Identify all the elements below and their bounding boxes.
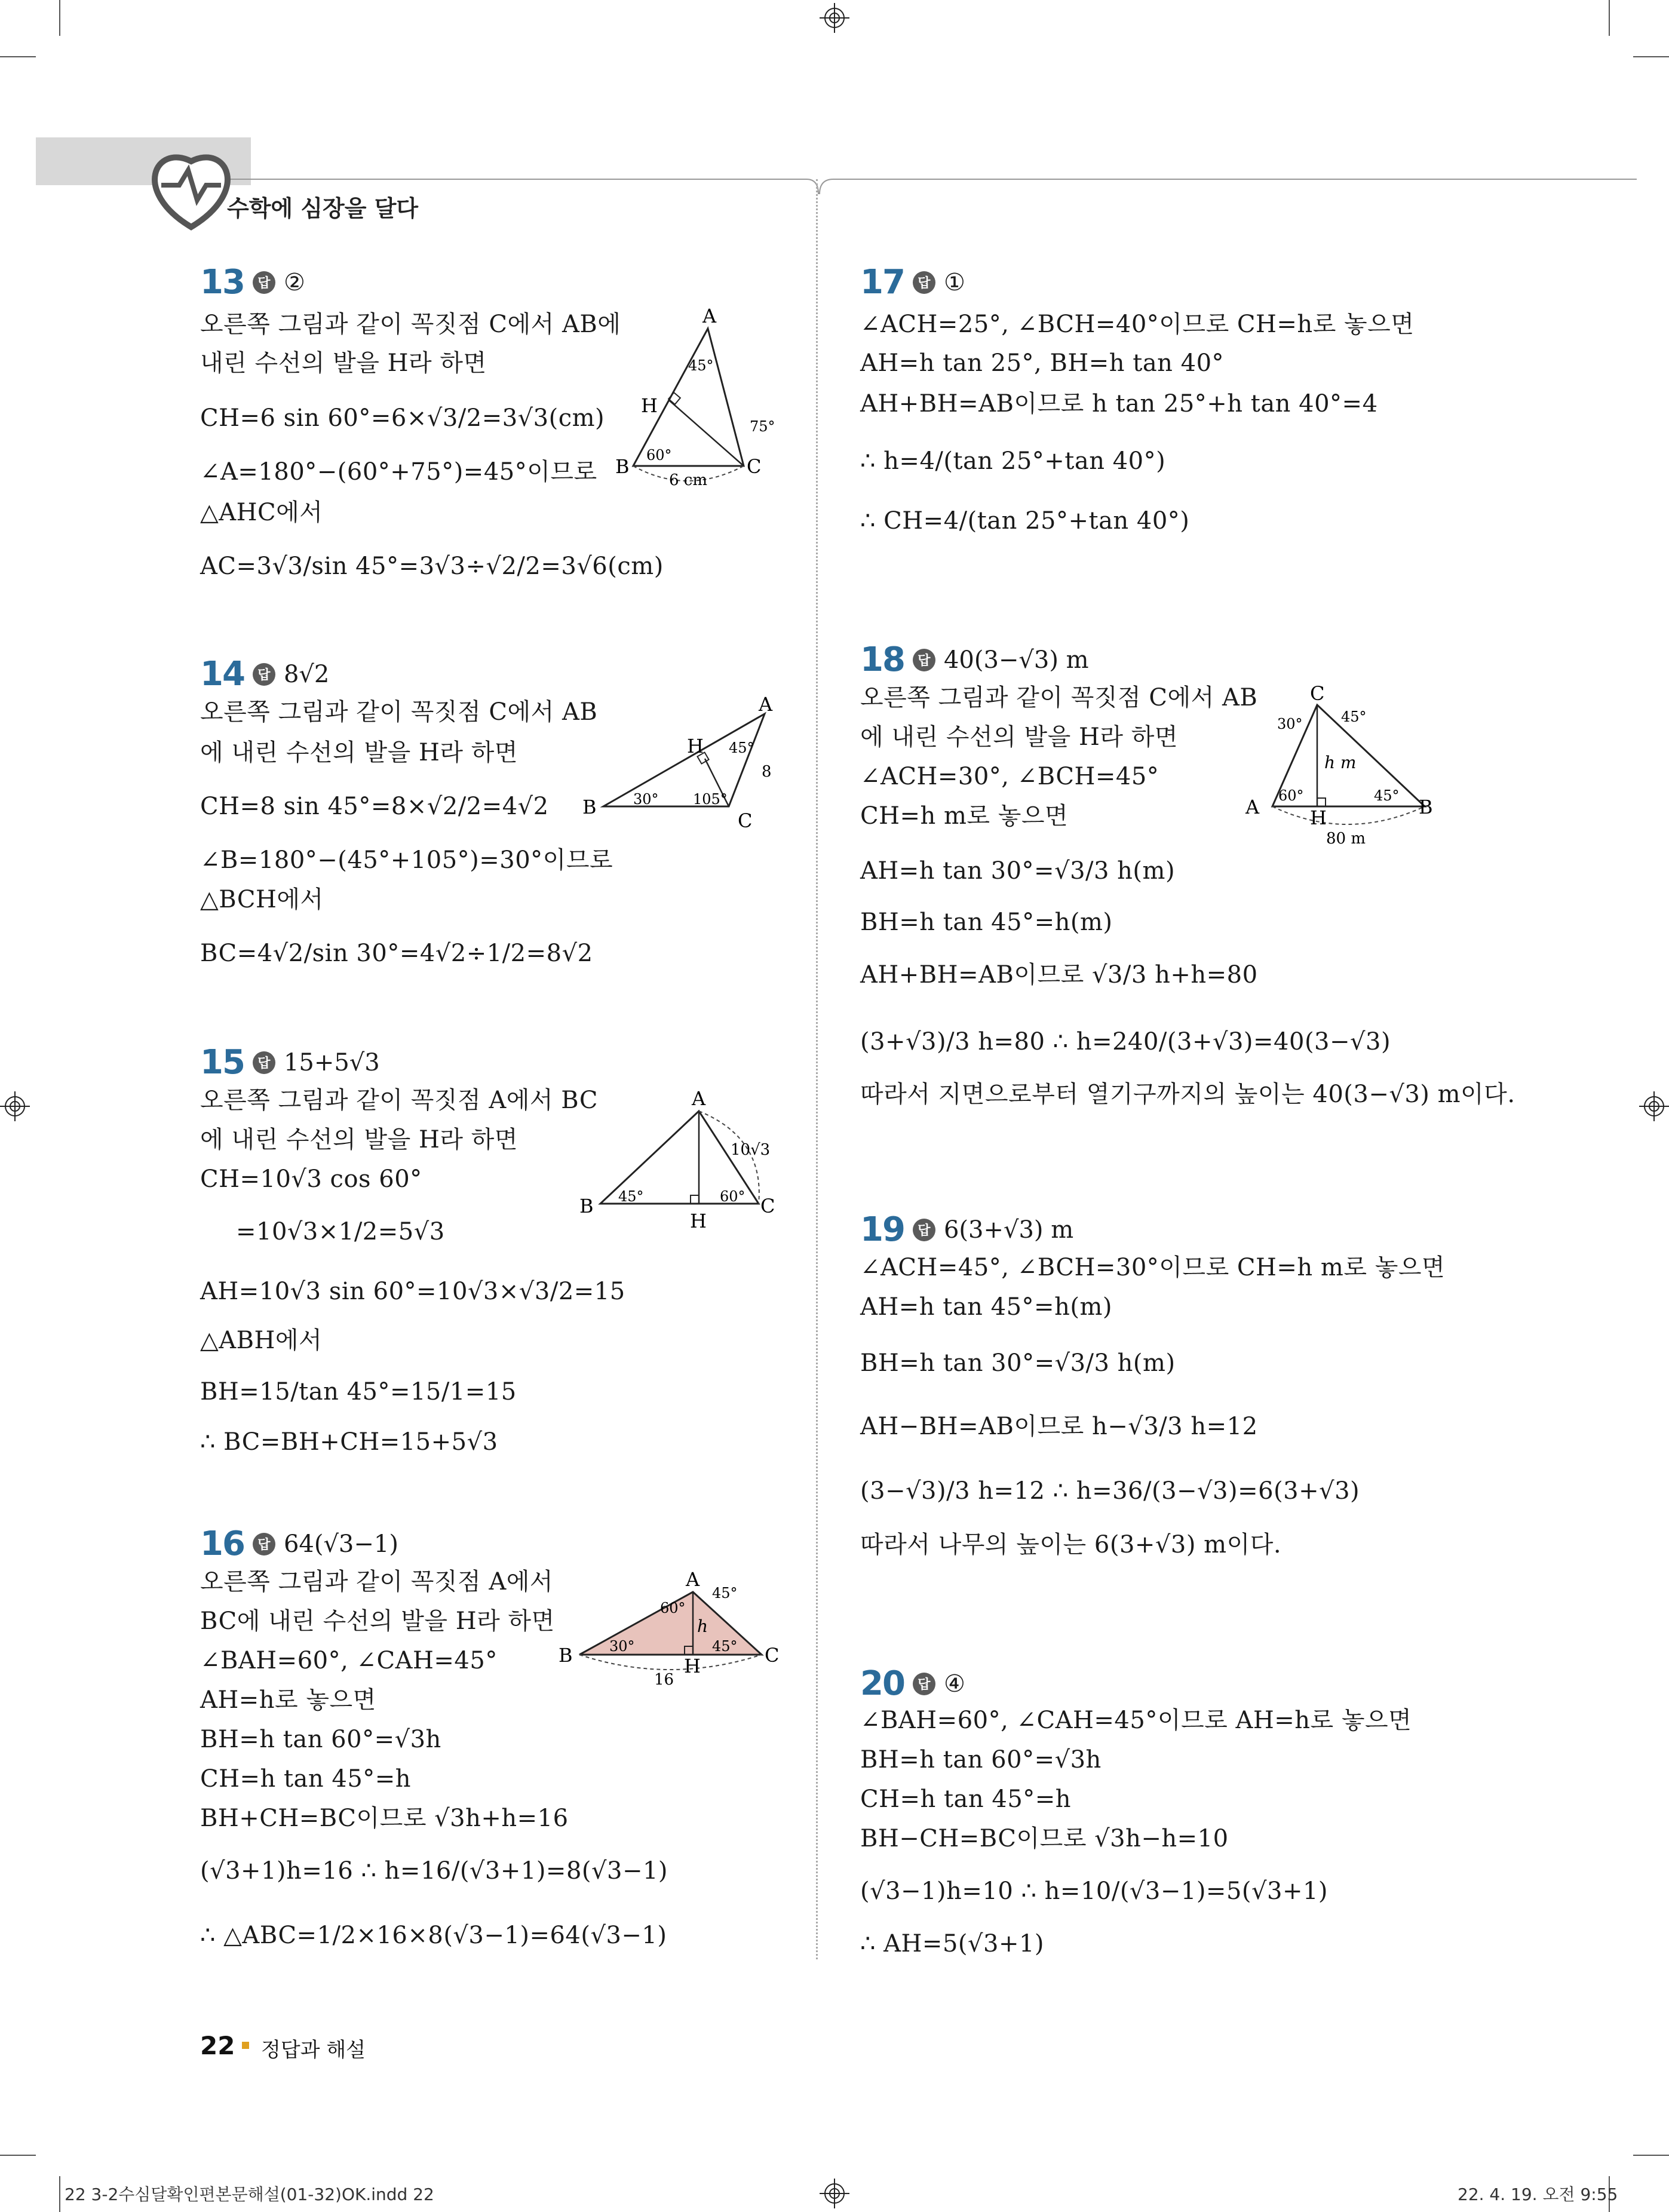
q13-angle-a: 45° — [688, 357, 714, 374]
q15-label-h: H — [690, 1210, 707, 1232]
q14-figure — [579, 693, 783, 836]
q13-label-a: A — [702, 305, 717, 327]
q13-label-b: B — [615, 455, 630, 478]
q15-answer: 15+5√3 — [283, 1048, 380, 1076]
q17-number: 17 — [860, 263, 904, 302]
slug-date: 22. 4. 19. 오전 9:55 — [1458, 2185, 1618, 2204]
column-divider — [816, 179, 818, 1959]
q16-line: (√3+1)h=16 ∴ h=16/(√3+1)=8(√3−1) — [200, 1857, 668, 1885]
q18-line: 에 내린 수선의 발을 H라 하면 — [860, 723, 1178, 751]
q15-figure — [579, 1084, 783, 1240]
q17-header — [860, 263, 965, 302]
q20-line: BH−CH=BC이므로 √3h−h=10 — [860, 1825, 1229, 1852]
q17-line: AH=h tan 25°, BH=h tan 40° — [860, 349, 1225, 377]
q15-label-a: A — [692, 1087, 706, 1110]
q20-number: 20 — [860, 1664, 904, 1703]
q18-line: (3+√3)/3 h=80 ∴ h=240/(3+√3)=40(3−√3) — [860, 1028, 1391, 1056]
q14-number: 14 — [200, 655, 244, 694]
q20-answer-mark: 답 — [913, 1673, 935, 1695]
q13-number: 13 — [200, 263, 244, 302]
q15-line: CH=10√3 cos 60° — [200, 1165, 422, 1193]
q17-line: ∴ CH=4/(tan 25°+tan 40°) — [860, 507, 1190, 535]
q15-line: BH=15/tan 45°=15/1=15 — [200, 1378, 517, 1406]
q16-header — [200, 1524, 398, 1563]
q18-line: 오른쪽 그림과 같이 꼭짓점 C에서 AB — [860, 684, 1258, 711]
q14-label-b: B — [582, 796, 597, 818]
q17-line: AH+BH=AB이므로 h tan 25°+h tan 40°=4 — [860, 390, 1378, 418]
q20-line: BH=h tan 60°=√3h — [860, 1746, 1102, 1774]
q15-label-c: C — [760, 1195, 775, 1217]
q13-line: 오른쪽 그림과 같이 꼭짓점 C에서 AB에 — [200, 311, 621, 338]
q18-answer: 40(3−√3) m — [943, 646, 1089, 674]
q17-answer: ① — [943, 268, 965, 296]
q13-line: AC=3√3/sin 45°=3√3÷√2/2=3√6(cm) — [200, 553, 664, 580]
q18-label-b: B — [1419, 796, 1433, 818]
q15-side-length: 10√3 — [731, 1141, 771, 1159]
q20-line: ∠BAH=60°, ∠CAH=45°이므로 AH=h로 놓으면 — [860, 1707, 1412, 1734]
q18-angle-c1: 30° — [1277, 716, 1303, 732]
q15-angle-c: 60° — [720, 1188, 745, 1205]
q14-side-length: 8 — [762, 763, 772, 781]
q18-header — [860, 640, 1089, 679]
q17-line: ∴ h=4/(tan 25°+tan 40°) — [860, 447, 1166, 475]
q14-line: 오른쪽 그림과 같이 꼭짓점 C에서 AB — [200, 698, 598, 726]
q13-line: CH=6 sin 60°=6×√3/2=3√3(cm) — [200, 404, 605, 432]
slug-file: 22 3-2수심달확인편본문해설(01-32)OK.indd 22 — [65, 2185, 434, 2204]
q14-angle-a: 45° — [729, 740, 754, 756]
q14-line: BC=4√2/sin 30°=4√2÷1/2=8√2 — [200, 940, 593, 967]
q14-answer: 8√2 — [283, 660, 330, 688]
q20-line: (√3−1)h=10 ∴ h=10/(√3−1)=5(√3+1) — [860, 1877, 1329, 1905]
q16-angle-c: 45° — [712, 1638, 738, 1655]
q18-figure — [1240, 681, 1443, 854]
q19-line: (3−√3)/3 h=12 ∴ h=36/(3−√3)=6(3+√3) — [860, 1477, 1360, 1505]
q13-label-h: H — [641, 394, 658, 417]
page-number: 22 — [200, 2031, 235, 2060]
q16-line: AH=h로 놓으면 — [200, 1686, 376, 1714]
q18-label-h: H — [1310, 806, 1327, 829]
q15-line: 오른쪽 그림과 같이 꼭짓점 A에서 BC — [200, 1087, 599, 1114]
q15-answer-mark: 답 — [253, 1051, 275, 1074]
q14-header — [200, 655, 329, 694]
q16-angle-b: 30° — [609, 1638, 635, 1655]
q19-answer: 6(3+√3) m — [943, 1216, 1074, 1244]
q16-number: 16 — [200, 1524, 244, 1563]
q16-line: CH=h tan 45°=h — [200, 1765, 412, 1793]
q15-line: 에 내린 수선의 발을 H라 하면 — [200, 1126, 518, 1153]
q14-angle-b: 30° — [633, 791, 659, 808]
q18-number: 18 — [860, 640, 904, 679]
q18-line: ∠ACH=30°, ∠BCH=45° — [860, 763, 1159, 790]
q15-line: ∴ BC=BH+CH=15+5√3 — [200, 1428, 498, 1456]
q16-answer-mark: 답 — [253, 1533, 275, 1556]
q14-line: CH=8 sin 45°=8×√2/2=4√2 — [200, 793, 549, 820]
q14-angle-c: 105° — [693, 791, 728, 808]
q13-angle-c: 75° — [750, 418, 775, 435]
q15-line: =10√3×1/2=5√3 — [236, 1218, 445, 1245]
q16-angle-a1: 60° — [660, 1600, 686, 1616]
q14-label-a: A — [759, 693, 773, 716]
q15-line: △ABH에서 — [200, 1327, 323, 1354]
q16-figure — [556, 1565, 783, 1696]
q20-answer: ④ — [943, 1670, 965, 1698]
q16-label-b: B — [559, 1644, 573, 1667]
footer-square-icon — [242, 2042, 249, 2049]
q16-line: ∠BAH=60°, ∠CAH=45° — [200, 1647, 498, 1674]
q16-line: BH=h tan 60°=√3h — [200, 1726, 441, 1753]
q18-angle-c2: 45° — [1341, 708, 1367, 725]
heart-logo-icon — [155, 157, 228, 227]
brand-title: 수학에 심장을 달다 — [227, 195, 419, 222]
q20-header — [860, 1664, 965, 1703]
q18-angle-b: 45° — [1374, 787, 1400, 804]
q19-number: 19 — [860, 1210, 904, 1249]
q17-line: ∠ACH=25°, ∠BCH=40°이므로 CH=h로 놓으면 — [860, 311, 1415, 338]
q15-header — [200, 1043, 380, 1082]
q16-line: 오른쪽 그림과 같이 꼭짓점 A에서 — [200, 1568, 554, 1596]
q20-line: CH=h tan 45°=h — [860, 1785, 1072, 1813]
footer-label: 정답과 해설 — [261, 2038, 366, 2062]
q18-label-c: C — [1310, 682, 1325, 705]
q13-figure — [603, 305, 783, 496]
q14-line: △BCH에서 — [200, 886, 324, 913]
q16-angle-a2: 45° — [712, 1585, 738, 1602]
q18-line: BH=h tan 45°=h(m) — [860, 909, 1113, 936]
q17-answer-mark: 답 — [913, 271, 935, 294]
q16-label-a: A — [686, 1568, 700, 1591]
q18-line: AH=h tan 30°=√3/3 h(m) — [860, 857, 1176, 885]
q19-line: 따라서 나무의 높이는 6(3+√3) m이다. — [860, 1531, 1282, 1558]
q19-line: BH=h tan 30°=√3/3 h(m) — [860, 1349, 1176, 1377]
q15-number: 15 — [200, 1043, 244, 1082]
q18-line: 따라서 지면으로부터 열기구까지의 높이는 40(3−√3) m이다. — [860, 1081, 1515, 1108]
q14-answer-mark: 답 — [253, 663, 275, 686]
q16-line: BC에 내린 수선의 발을 H라 하면 — [200, 1607, 555, 1635]
q13-base-length: 6 cm — [669, 471, 708, 489]
q13-angle-b: 60° — [646, 447, 672, 464]
q19-line: ∠ACH=45°, ∠BCH=30°이므로 CH=h m로 놓으면 — [860, 1254, 1446, 1281]
q16-label-h: H — [684, 1655, 701, 1677]
q16-label-c: C — [765, 1644, 780, 1667]
q14-line: 에 내린 수선의 발을 H라 하면 — [200, 739, 518, 766]
q13-line: △AHC에서 — [200, 499, 323, 526]
q18-base-length: 80 m — [1326, 830, 1366, 848]
q16-base-length: 16 — [654, 1671, 674, 1689]
q13-line: ∠A=180°−(60°+75°)=45°이므로 — [200, 458, 597, 486]
q18-height-label: h m — [1324, 753, 1357, 772]
q19-header — [860, 1210, 1073, 1249]
q14-label-h: H — [687, 735, 704, 757]
q18-line: CH=h m로 놓으면 — [860, 802, 1069, 830]
q13-answer-mark: 답 — [253, 271, 275, 294]
q15-line: AH=10√3 sin 60°=10√3×√3/2=15 — [200, 1278, 625, 1305]
q18-answer-mark: 답 — [913, 649, 935, 671]
q16-line: BH+CH=BC이므로 √3h+h=16 — [200, 1805, 569, 1832]
q16-line: ∴ △ABC=1/2×16×8(√3−1)=64(√3−1) — [200, 1922, 667, 1949]
q13-answer: ② — [283, 268, 305, 296]
q14-label-c: C — [738, 809, 753, 832]
q16-answer: 64(√3−1) — [283, 1530, 398, 1558]
q15-label-b: B — [579, 1195, 594, 1217]
q13-header — [200, 263, 305, 302]
q20-line: ∴ AH=5(√3+1) — [860, 1930, 1045, 1958]
q18-label-a: A — [1245, 796, 1260, 818]
q13-line: 내린 수선의 발을 H라 하면 — [200, 349, 487, 377]
q14-line: ∠B=180°−(45°+105°)=30°이므로 — [200, 846, 613, 874]
q15-angle-b: 45° — [618, 1188, 644, 1205]
q18-line: AH+BH=AB이므로 √3/3 h+h=80 — [860, 961, 1258, 989]
q18-angle-a: 60° — [1278, 787, 1304, 804]
q16-height-label: h — [697, 1616, 708, 1636]
q19-line: AH−BH=AB이므로 h−√3/3 h=12 — [860, 1413, 1258, 1440]
q19-answer-mark: 답 — [913, 1219, 935, 1241]
q13-label-c: C — [747, 455, 762, 478]
q19-line: AH=h tan 45°=h(m) — [860, 1293, 1112, 1321]
